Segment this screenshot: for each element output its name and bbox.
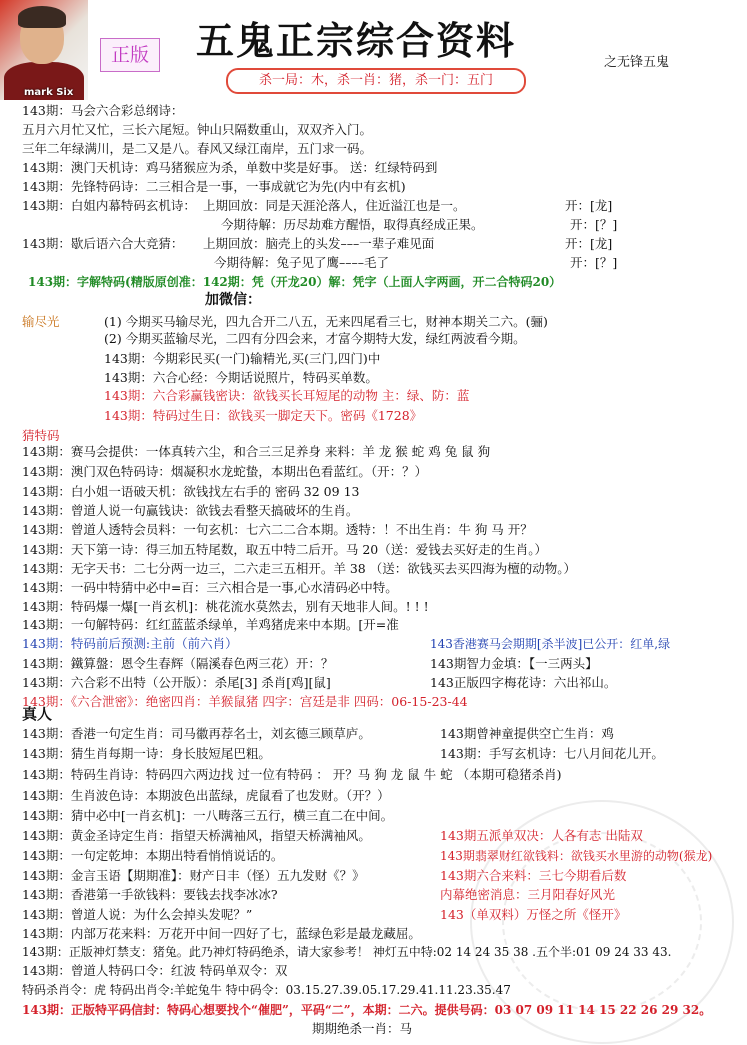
- line: 143期：一句定乾坤：本期出特看悄悄说话的。: [22, 848, 284, 863]
- line: 143期：猜中必中[一肖玄机]：一八畴落三五行，横三直二在中间。: [22, 808, 394, 823]
- line: 开：[龙]: [565, 198, 613, 213]
- line: 143期六合来料：三七今期看后数: [440, 868, 627, 883]
- line: 143期：特码爆一爆[一肖玄机]：桃花流水莫然去，别有天地非人间。! ! !: [22, 599, 429, 614]
- line: (2) 今期买蓝输尽光，二四有分四会来，才富今期特大发，绿红两波看今期。: [104, 331, 526, 346]
- line: 143期曾神童提供空亡生肖：鸡: [440, 726, 614, 741]
- line: 143期：鐵算盤：恩令生春辉（隔溪春色两三花）开：？: [22, 656, 334, 671]
- line: 143期：手写玄机诗：七八月间花儿开。: [440, 746, 664, 761]
- line: 143正版四字梅花诗：六出祁山。: [430, 675, 617, 690]
- line: 143期：黄金圣诗定生肖：指望天桥满袖风，指望天桥满袖风。: [22, 828, 371, 843]
- line: 143期：一句解特码：红红蓝蓝杀绿单，羊鸡猪虎来中本期。[开=准: [22, 617, 399, 632]
- line: 143期：曾道人说：为什么会掉头发呢？”: [22, 907, 253, 922]
- official-badge: 正版: [100, 38, 160, 72]
- line: 143期：六合彩不出特（公开版）：杀尾[3] 杀肖[鸡][鼠]: [22, 675, 331, 690]
- line: 上期回放：同是天涯沦落人，住近溢江也是一。: [203, 198, 466, 213]
- line: 143期：字解特码(精版原创准：142期：凭（开龙20）解：凭字（上面人字两画，开二合特码20）: [28, 275, 562, 289]
- line: 开：[龙]: [565, 236, 613, 251]
- author-photo: [0, 0, 88, 100]
- line: 内幕绝密消息：三月阳春好风光: [440, 887, 616, 902]
- line: 143（单双料）万怪之所《怪开》: [440, 907, 627, 922]
- line: 143期：澳门天机诗：鸡马猪猴应为杀，单数中奖是好事。 送：红绿特码到: [22, 160, 438, 175]
- line: 今期待解：历尽劫难方醒悟，取得真经成正果。: [221, 217, 484, 232]
- line: 143期：马会六合彩总纲诗：: [22, 103, 184, 118]
- line: (1) 今期买马输尽光，四九合开二八五，无来四尾看三七，财神本期关二六。(骊): [104, 314, 548, 329]
- line: 143香港赛马会期期[杀半波]已公开：红单,绿: [430, 637, 671, 651]
- line: 三年二年绿满川，是二又是八。春风又绿江南岸，五门求一码。: [22, 141, 373, 156]
- line: 143期：正版特平码信封：特码心想要找个“催肥”，平码“二”，本期：二六。提供号码：03 07 09 11 14 15 22 26 29 32。: [22, 1003, 712, 1017]
- line: 143期五派单双决：人各有志 出陆双: [440, 828, 643, 843]
- page-title: 五鬼正宗综合资料: [196, 18, 517, 63]
- line: 五月六月忙又忙，三长六尾短。钟山只隔数重山，双双齐入门。: [22, 122, 373, 137]
- line: 143期：无字天书：二七分两一边三，二六走三五相开。羊 38 （送：欲钱买去买四海为檀的动物。）: [22, 561, 576, 576]
- line: 143期：先锋特码诗：二三相合是一事，一事成就它为先(内中有玄机): [22, 179, 406, 194]
- line: 143期：金言玉语【期期准】：财产日丰（怪）五九发财《？》: [22, 868, 365, 883]
- line: 143期智力金填：【一三两头】: [430, 656, 598, 671]
- line: 143期：曾道人说一句赢钱诀：欲钱去看整天搞破坏的生肖。: [22, 503, 359, 518]
- line: 上期回放：脑壳上的头发–––一辈子难见面: [203, 236, 435, 251]
- line: 143期：赛马会提供：一体真转六尘，和合三三足养身 来料：羊 龙 猴 蛇 鸡 兔 鼠 狗: [22, 444, 491, 459]
- line: 143期：天下第一诗：得三加五特尾数，取五中特二后开。马 20（送：爱钱去买好走的生肖。）: [22, 542, 547, 557]
- line: 143期：一码中特猜中必中=百：三六相合是一事,心水清码必中特。: [22, 580, 398, 595]
- line: 143期：特码过生日：欲钱买一脚定天下。密码《1728》: [104, 408, 423, 423]
- line: 143期：歇后语六合大竞猜：: [22, 236, 184, 251]
- line: 143期：白姐内幕特码玄机诗：: [22, 198, 196, 213]
- author-signature: 之无锋五鬼: [604, 55, 670, 70]
- section-label: 真人: [22, 705, 53, 723]
- line: 143期：特码前后预测:主前（前六肖）: [22, 636, 238, 651]
- line: 143期：曾道人特码口令：红波 特码单双令：双: [22, 963, 288, 978]
- line: 143期：白小姐一语破天机：欲钱找左右手的 密码 32 09 13: [22, 484, 360, 499]
- section-label: 输尽光: [22, 314, 60, 329]
- line: 143期：六合彩赢钱密诀：欲钱买长耳短尾的动物 主：绿、防：蓝: [104, 388, 470, 403]
- line: 143期：曾道人透特会员料：一句玄机：七六二二合本期。透特：！不出生肖：牛 狗 马 开？: [22, 522, 533, 537]
- line: 143期：香港一句定生肖：司马徽再荐名士，刘玄德三顾草庐。: [22, 726, 371, 741]
- line: 143期：猜生肖每期一诗：身长肢短尾巴粗。: [22, 746, 271, 761]
- photo-logo: mark Six: [24, 87, 74, 98]
- line: 143期：六合心经：今期话说照片，特码买单数。: [104, 370, 378, 385]
- section-label: 猜特码: [22, 428, 60, 443]
- line: 143期：正版神灯禁支：猪兔。此乃神灯特码绝杀，请大家参考！ 神灯五中特:02 14 24 35 38 .五个半:01 09 24 33 43.: [22, 945, 672, 959]
- line: 143期翡翠财红欲钱料：欲钱买水里游的动物(猴龙): [440, 849, 713, 863]
- line: 143期：澳门双色特码诗：烟凝积水龙蛇蛰，本期出色看蓝红。（开：？）: [22, 464, 428, 479]
- line: 143期：香港第一手欲钱料：要钱去找李冰冰?: [22, 887, 278, 902]
- line: 今期待解：兔子见了鹰––––毛了: [214, 255, 390, 270]
- line: 143期：今期彩民买(一门)输精光,买(三门,四门)中: [104, 351, 381, 366]
- wechat-label: 加微信：: [205, 292, 261, 308]
- line: 143期：《六合泄密》：绝密四肖：羊猴鼠猪 四字：宫廷是非 四码：06-15-23-44: [22, 694, 468, 709]
- line: 开：[？]: [570, 255, 618, 270]
- line: 期期绝杀一肖：马: [312, 1021, 413, 1036]
- line: 开：[？]: [570, 217, 618, 232]
- line: 特码杀肖令：虎 特码出肖令:羊蛇兔牛 特中码令：03.15.27.39.05.17.29.41.11.23.35.47: [22, 983, 511, 997]
- line: 143期：生肖波色诗：本期波色出蓝绿，虎鼠看了也发财。（开？）: [22, 788, 390, 803]
- line: 143期：特码生肖诗：特码四六两边找 过一位有特码 ： 开？马 狗 龙 鼠 牛 蛇 （本期可稳猪杀肖): [22, 767, 562, 782]
- line: 143期：内部万花来料：万花开中间一四好了七，蓝绿色彩是最龙藏屈。: [22, 926, 421, 941]
- kill-summary-box: 杀一局：木，杀一肖：猪，杀一门：五门: [226, 68, 526, 94]
